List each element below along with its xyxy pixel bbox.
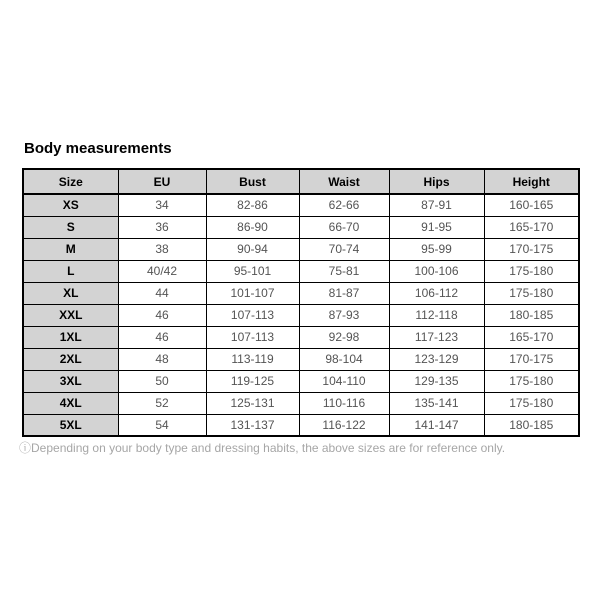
measurement-cell: 175-180: [484, 282, 579, 304]
measurement-cell: 62-66: [299, 194, 389, 216]
measurement-cell: 180-185: [484, 304, 579, 326]
size-label: 5XL: [23, 414, 118, 436]
measurement-cell: 48: [118, 348, 206, 370]
measurement-cell: 95-101: [206, 260, 299, 282]
size-table-header: [23, 169, 579, 194]
size-table-body: [23, 194, 579, 436]
measurement-cell: 125-131: [206, 392, 299, 414]
column-header-waist: Waist: [299, 169, 389, 194]
size-table: [22, 168, 580, 437]
measurement-cell: 135-141: [389, 392, 484, 414]
measurement-cell: 66-70: [299, 216, 389, 238]
measurement-cell: 86-90: [206, 216, 299, 238]
size-label: XL: [23, 282, 118, 304]
measurement-cell: 170-175: [484, 238, 579, 260]
measurement-cell: 91-95: [389, 216, 484, 238]
measurement-cell: 165-170: [484, 326, 579, 348]
size-label: 2XL: [23, 348, 118, 370]
measurement-cell: 170-175: [484, 348, 579, 370]
measurement-cell: 98-104: [299, 348, 389, 370]
column-header-bust: Bust: [206, 169, 299, 194]
measurement-cell: 106-112: [389, 282, 484, 304]
measurement-cell: 107-113: [206, 304, 299, 326]
measurement-cell: 110-116: [299, 392, 389, 414]
measurement-cell: 34: [118, 194, 206, 216]
measurement-cell: 81-87: [299, 282, 389, 304]
measurement-cell: 54: [118, 414, 206, 436]
size-label: 3XL: [23, 370, 118, 392]
measurement-cell: 175-180: [484, 260, 579, 282]
measurement-cell: 180-185: [484, 414, 579, 436]
measurement-cell: 175-180: [484, 370, 579, 392]
column-header-size: Size: [23, 169, 118, 194]
table-row: [23, 282, 579, 304]
size-label: XXL: [23, 304, 118, 326]
size-label: S: [23, 216, 118, 238]
measurement-cell: 87-93: [299, 304, 389, 326]
size-label: 4XL: [23, 392, 118, 414]
measurement-cell: 119-125: [206, 370, 299, 392]
info-icon: ⓘ: [19, 441, 32, 455]
measurement-cell: 113-119: [206, 348, 299, 370]
table-row: [23, 370, 579, 392]
measurement-cell: 131-137: [206, 414, 299, 436]
measurement-cell: 82-86: [206, 194, 299, 216]
measurement-cell: 165-170: [484, 216, 579, 238]
measurement-cell: 123-129: [389, 348, 484, 370]
footnote-text: Depending on your body type and dressing habits, the above sizes are for reference only.: [31, 441, 506, 455]
header-row: [23, 169, 579, 194]
measurement-cell: 95-99: [389, 238, 484, 260]
table-row: [23, 392, 579, 414]
column-header-height: Height: [484, 169, 579, 194]
measurement-cell: 46: [118, 326, 206, 348]
size-label: 1XL: [23, 326, 118, 348]
measurement-cell: 38: [118, 238, 206, 260]
measurement-cell: 70-74: [299, 238, 389, 260]
size-label: M: [23, 238, 118, 260]
table-row: [23, 414, 579, 436]
measurement-cell: 92-98: [299, 326, 389, 348]
measurement-cell: 107-113: [206, 326, 299, 348]
table-row: [23, 238, 579, 260]
table-row: [23, 216, 579, 238]
size-label: L: [23, 260, 118, 282]
measurement-cell: 160-165: [484, 194, 579, 216]
table-row: [23, 326, 579, 348]
column-header-hips: Hips: [389, 169, 484, 194]
measurement-cell: 117-123: [389, 326, 484, 348]
measurement-cell: 101-107: [206, 282, 299, 304]
measurement-cell: 52: [118, 392, 206, 414]
footnote: [19, 441, 505, 456]
size-label: XS: [23, 194, 118, 216]
measurement-cell: 104-110: [299, 370, 389, 392]
page-title: Body measurements: [24, 140, 172, 157]
column-header-eu: EU: [118, 169, 206, 194]
measurement-cell: 129-135: [389, 370, 484, 392]
table-row: [23, 348, 579, 370]
measurement-cell: 40/42: [118, 260, 206, 282]
measurement-cell: 112-118: [389, 304, 484, 326]
measurement-cell: 175-180: [484, 392, 579, 414]
measurement-cell: 141-147: [389, 414, 484, 436]
measurement-cell: 36: [118, 216, 206, 238]
measurement-cell: 100-106: [389, 260, 484, 282]
table-row: [23, 194, 579, 216]
measurement-cell: 75-81: [299, 260, 389, 282]
measurement-cell: 46: [118, 304, 206, 326]
measurement-cell: 90-94: [206, 238, 299, 260]
measurement-cell: 44: [118, 282, 206, 304]
measurement-cell: 50: [118, 370, 206, 392]
table-row: [23, 260, 579, 282]
measurement-cell: 116-122: [299, 414, 389, 436]
measurement-cell: 87-91: [389, 194, 484, 216]
table-row: [23, 304, 579, 326]
